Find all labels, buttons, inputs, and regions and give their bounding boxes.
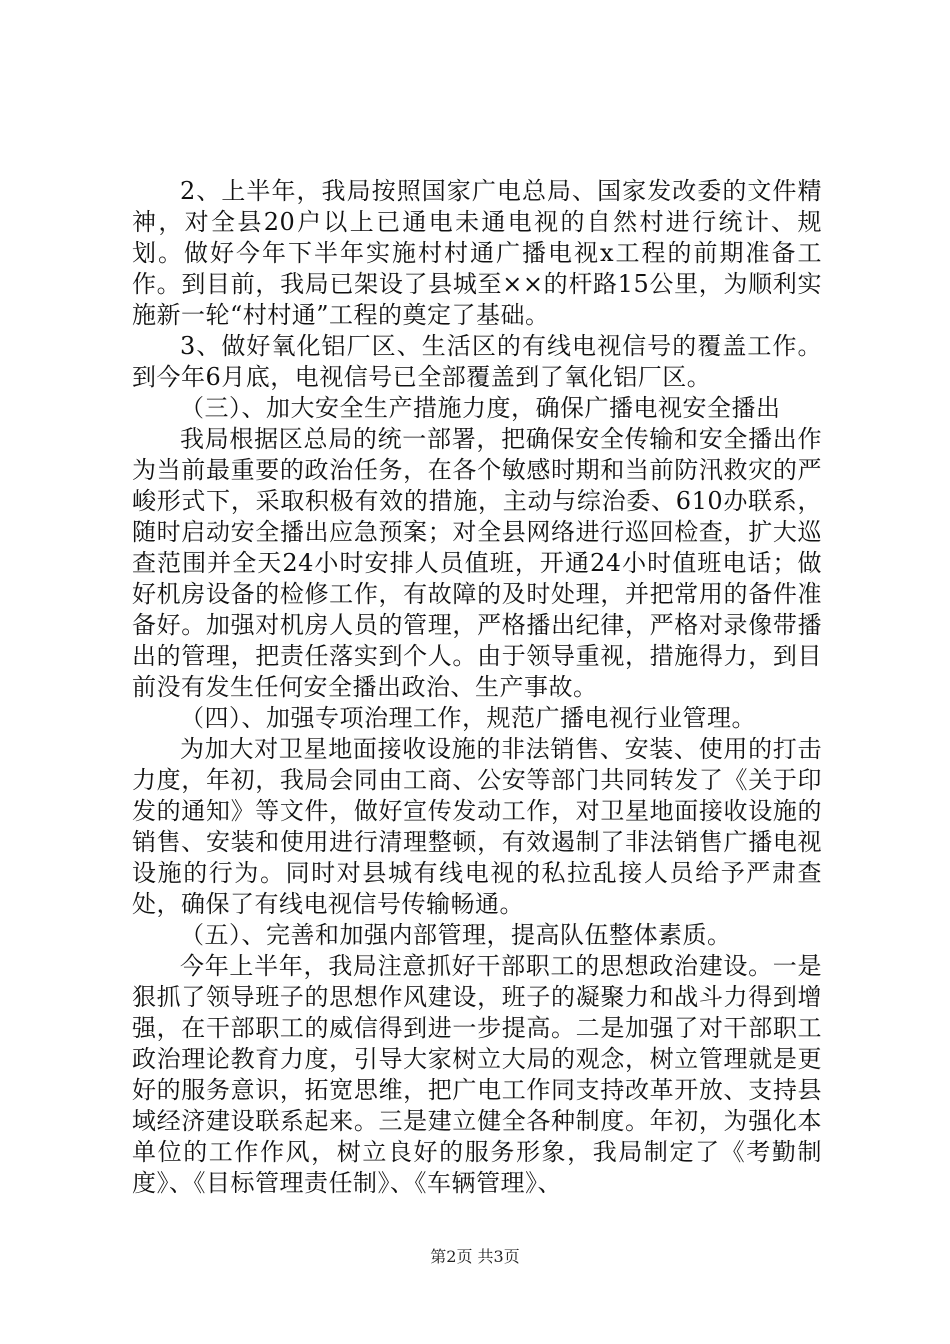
- paragraph-item-2: 2、上半年，我局按照国家广电总局、国家发改委的文件精神，对全县20户以上已通电未通电视的自然村进行统计、规划。做好今年下半年实施村村通广播电视x工程的前期准备工作。到目前，我局已架设了县城至××的杆路15公里，为顺利实施新一轮“村村通”工程的奠定了基础。: [132, 177, 822, 329]
- paragraph-safety: 我局根据区总局的统一部署，把确保安全传输和安全播出作为当前最重要的政治任务，在各个敏感时期和当前防汛救灾的严峻形式下，采取积极有效的措施，主动与综治委、610办联系，随时启动安全播出应急预案；对全县网络进行巡回检查，扩大巡查范围并全天24小时安排人员值班，开通24小时值班电话；做好机房设备的检修工作，有故障的及时处理，并把常用的备件准备好。加强对机房人员的管理，严格播出纪律，严格对录像带播出的管理，把责任落实到个人。由于领导重视，措施得力，到目前没有发生任何安全播出政治、生产事故。: [132, 425, 822, 701]
- section-heading-4: （四）、加强专项治理工作，规范广播电视行业管理。: [180, 704, 756, 732]
- page-footer: 第2页 共3页: [430, 1247, 520, 1266]
- section-heading-5: （五）、完善和加强内部管理，提高队伍整体素质。: [180, 921, 732, 949]
- section-heading-3: （三）、加大安全生产措施力度，确保广播电视安全播出: [180, 394, 781, 422]
- paragraph-item-3: 3、做好氧化铝厂区、生活区的有线电视信号的覆盖工作。到今年6月底，电视信号已全部覆盖到了氧化铝厂区。: [132, 332, 822, 391]
- paragraph-management: 今年上半年，我局注意抓好干部职工的思想政治建设。一是狠抓了领导班子的思想作风建设，班子的凝聚力和战斗力得到增强，在干部职工的威信得到进一步提高。二是加强了对干部职工政治理论教育力度，引导大家树立大局的观念，树立管理就是更好的服务意识，拓宽思维，把广电工作同支持改革开放、支持县域经济建设联系起来。三是建立健全各种制度。年初，为强化本单位的工作作风，树立良好的服务形象，我局制定了《考勤制度》、《目标管理责任制》、《车辆管理》、: [132, 952, 822, 1197]
- document-body: [132, 176, 822, 1199]
- paragraph-regulation: 为加大对卫星地面接收设施的非法销售、安装、使用的打击力度，年初，我局会同由工商、公安等部门共同转发了《关于印发的通知》等文件，做好宣传发动工作，对卫星地面接收设施的销售、安装和使用进行清理整顿，有效遏制了非法销售广播电视设施的行为。同时对县城有线电视的私拉乱接人员给予严肃查处，确保了有线电视信号传输畅通。: [132, 735, 822, 918]
